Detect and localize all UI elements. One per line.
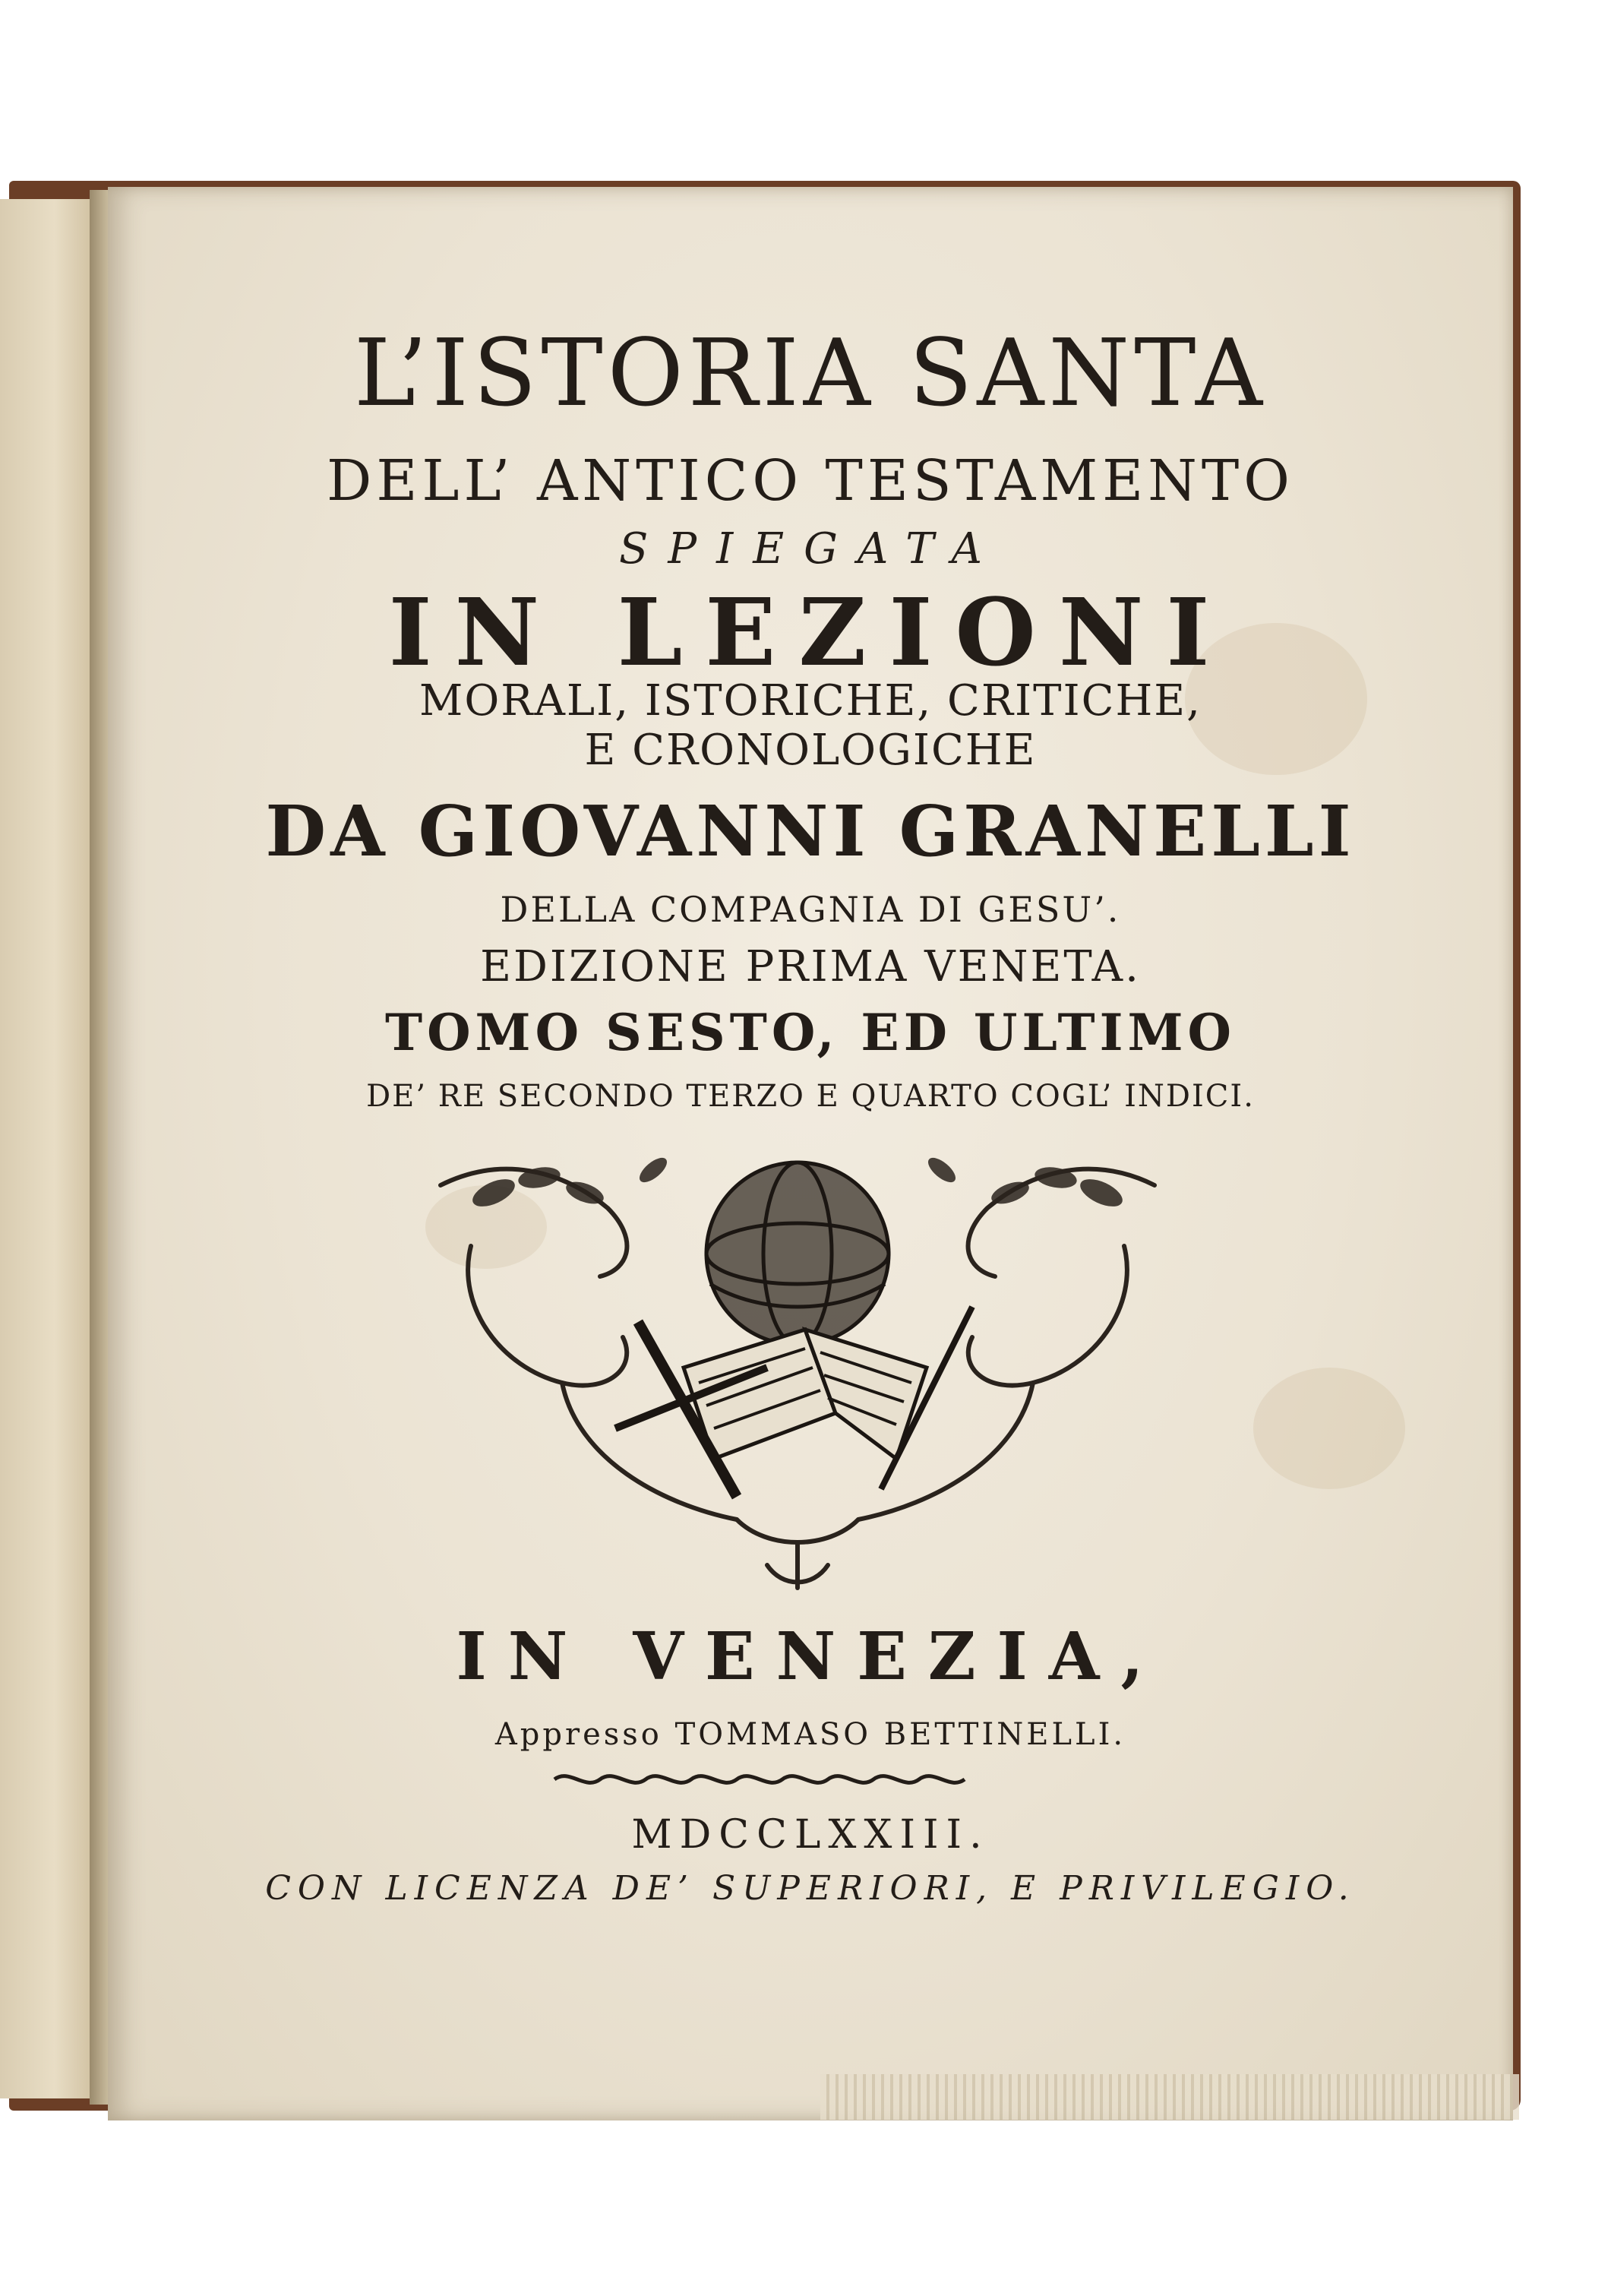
frayed-page-edge [820, 2074, 1519, 2120]
ornamental-rule [547, 1766, 972, 1792]
left-page [0, 199, 93, 2098]
imprint-place: IN VENEZIA, [456, 1618, 1165, 1695]
foxing-stain [1253, 1368, 1405, 1489]
volume-line: TOMO SESTO, ED ULTIMO [384, 1003, 1237, 1062]
in-lezioni-line: IN LEZIONI [388, 577, 1233, 687]
morali-line: MORALI, ISTORICHE, CRITICHE, [419, 676, 1202, 726]
spiegata-line: SPIEGATA [619, 524, 1002, 574]
compagnia-line: DELLA COMPAGNIA DI GESU’. [500, 889, 1121, 930]
book-title: L’ISTORIA SANTA [354, 319, 1267, 427]
printer-line: Appresso TOMMASO BETTINELLI. [494, 1717, 1126, 1752]
printer-device-vignette [410, 1140, 1185, 1595]
edition-line: EDIZIONE PRIMA VENETA. [480, 942, 1141, 991]
cronologiche-line: E CRONOLOGICHE [584, 726, 1037, 775]
license-line: CON LICENZA DE’ SUPERIORI, E PRIVILEGIO. [265, 1869, 1356, 1908]
author-line: DA GIOVANNI GRANELLI [265, 790, 1356, 872]
contents-line: DE’ RE SECONDO TERZO E QUARTO COGL’ INDICI. [366, 1079, 1255, 1114]
publication-year: MDCCLXXIII. [631, 1812, 990, 1858]
book-subtitle: DELL’ ANTICO TESTAMENTO [327, 448, 1294, 514]
